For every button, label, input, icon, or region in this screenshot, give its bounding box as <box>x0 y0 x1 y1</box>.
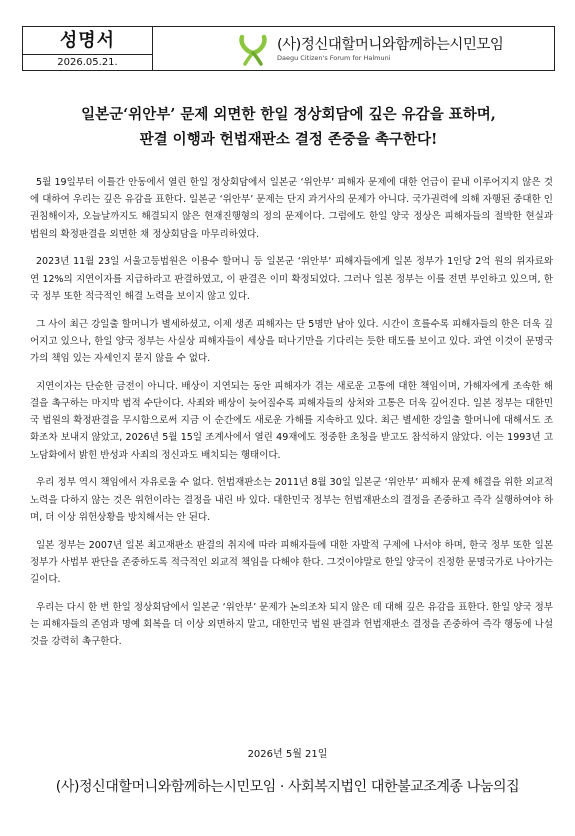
organization-box <box>153 26 555 71</box>
statement-headline <box>22 102 555 152</box>
body-paragraph: 우리 정부 역시 책임에서 자유로울 수 없다. 헌법재판소는 2011년 8월 30일 일본군 ‘위안부’ 피해자 문제 해결을 위한 외교적 노력을 다하지 않는 것은 위헌이라는 결정을 내린 바 있다. 대한민국 정부는 헌법재판소의 결정을 존중하고 즉각 실행하여야 하며, 더 이상 위헌상황을 방치해서는 안 된다. <box>30 477 553 523</box>
closing-date: 2026년 5월 21일 <box>247 749 328 760</box>
green-ribbon-logo-icon <box>236 30 270 66</box>
body-paragraph: 2023년 11월 23일 서울고등법원은 이용수 할머니 등 일본군 ‘위안부’ 피해자들에게 일본 정부가 1인당 2억 원의 위자료와 연 12%의 지연이자를 지급하라고 판결하였고, 이 판결은 이미 확정되었다. 그러나 일본 정부는 이를 전면 부인하고 있으며, 한국 정부 또한 적극적인 해결 노력을 보이지 않고 있다. <box>30 256 553 302</box>
body-paragraph: 5월 19일부터 이틀간 안동에서 열린 한일 정상회담에서 일본군 ‘위안부’ 피해자 문제에 대한 언급이 끝내 이루어지지 않은 것에 대하여 우리는 깊은 유감을 표한다. 일본군 ‘위안부’ 문제는 단지 과거사의 문제가 아니다. 국가권력에 의해 자행된 중대한 인권침해이자, 오늘날까지도 해결되지 않은 현재진행형의 정의 문제이다. 그럼에도 한일 양국 정상은 피해자들의 절박한 현실과 법원의 확정판결을 외면한 채 정상회담을 마무리하였다. <box>30 177 553 240</box>
body-paragraph: 일본 정부는 2007년 일본 최고재판소 판결의 취지에 따라 피해자들에 대한 자발적 구제에 나서야 하며, 한국 정부 또한 일본 정부가 사법부 판단을 존중하도록 적극적인 외교적 책임을 다해야 한다. 그것이야말로 한일 양국이 진정한 문명국가로 나아가는 길이다. <box>30 539 553 586</box>
statement-label-box <box>22 26 153 71</box>
body-paragraph: 그 사이 최근 강일출 할머니가 별세하셨고, 이제 생존 피해자는 단 5명만 남아 있다. 시간이 흐를수록 피해자들의 한은 더욱 깊어지고 있으나, 한일 양국 정부는 사실상 피해자들이 세상을 떠나기만을 기다리는 듯한 태도를 보이고 있다. 과연 이것이 문명국가의 책임 있는 자세인지 묻지 않을 수 없다. <box>30 318 553 365</box>
document-type: 성명서 <box>59 30 116 51</box>
body-paragraph: 우리는 다시 한 번 한일 정상회담에서 일본군 ‘위안부’ 문제가 논의조차 되지 않은 데 대해 깊은 유감을 표한다. 한일 양국 정부는 피해자들의 존엄과 명예 회복을 더 이상 외면하지 말고, 대한민국 법원 판결과 헌법재판소 결정을 존중하여 즉각 행동에 나설 것을 강력히 촉구한다. <box>30 601 553 648</box>
header-divider <box>23 54 152 55</box>
signatory-organizations: (사)정신대할머니와함께하는시민모임 · 사회복지법인 대한불교조계종 나눔의집 <box>55 779 520 795</box>
organization-name: (사)정신대할머니와함께하는시민모임 <box>277 37 504 53</box>
headline-line-1: 일본군‘위안부’ 문제 외면한 한일 정상회담에 깊은 유감을 표하며, <box>81 106 496 123</box>
body-paragraph: 지연이자는 단순한 금전이 아니다. 배상이 지연되는 동안 피해자가 겪는 새로운 고통에 대한 책임이며, 가해자에게 조속한 해결을 촉구하는 마지막 법적 수단이다. 사죄와 배상이 늦어질수록 피해자들의 상처와 고통은 더욱 깊어진다. 일본 정부는 대한민국 법원의 확정판결을 무시함으로써 지금 이 순간에도 새로운 가해를 지속하고 있다. 최근 별세한 강일출 할머니에 대해서도 조화조차 보내지 않았고, 2026년 5월 15일 조계사에서 열린 49재에도 정중한 초청을 받고도 참석하지 않았다. 이는 1993년 고노담화에서 밝힌 반성과 사죄의 정신과도 배치되는 행태이다. <box>30 380 553 461</box>
headline-line-2: 판결 이행과 헌법재판소 결정 존중을 촉구한다! <box>139 131 438 148</box>
document-header <box>22 26 555 73</box>
organization-name-english: Daegu Citizen's Forum for Halmuni <box>277 54 391 62</box>
issue-date: 2026.05.21. <box>57 57 118 68</box>
statement-body <box>30 174 553 661</box>
